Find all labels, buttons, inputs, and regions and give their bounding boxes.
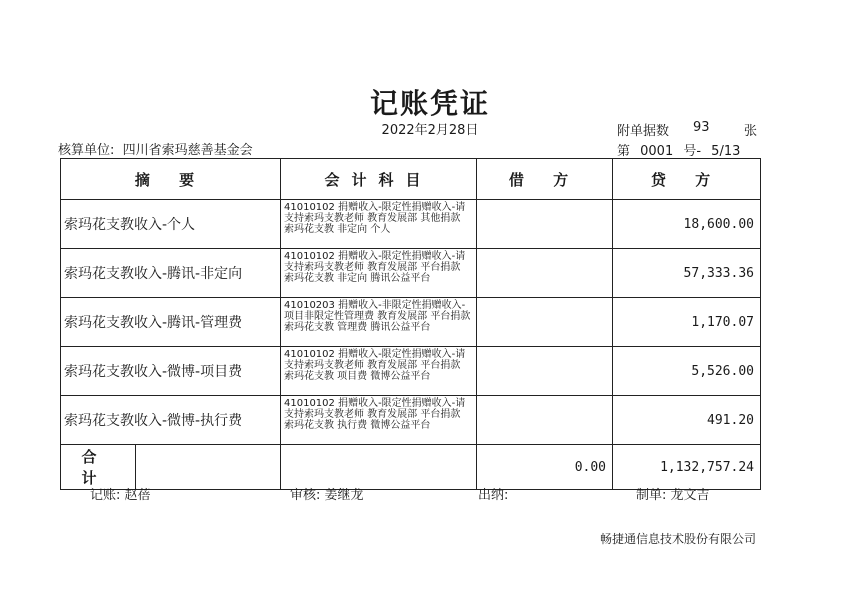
total-label: 合 计 — [61, 445, 136, 489]
accounting-unit — [58, 139, 253, 158]
row-account: 41010102 捐赠收入-限定性捐赠收入-请支持索玛支教老师 教育发展部 平台捐款 索玛花支教 项目费 微博公益平台 — [281, 347, 477, 396]
unit-name: 四川省索玛慈善基金会 — [122, 143, 253, 158]
row-debit — [477, 200, 613, 249]
row-summary: 索玛花支教收入-个人 — [61, 200, 281, 249]
software-company: 畅捷通信息技术股份有限公司 — [600, 532, 757, 546]
row-credit: 5,526.00 — [613, 347, 761, 396]
row-credit: 491.20 — [613, 396, 761, 445]
row-summary: 索玛花支教收入-腾讯-非定向 — [61, 249, 281, 298]
table-row — [61, 347, 761, 396]
row-debit — [477, 347, 613, 396]
voucher-date: 2022年2月28日 — [381, 123, 479, 138]
row-debit — [477, 298, 613, 347]
voucher-number: 第 0001 号- 5/13 — [617, 144, 741, 159]
signature-bookkeeper: 记账: 赵蓓 — [90, 488, 151, 503]
row-summary: 索玛花支教收入-微博-执行费 — [61, 396, 281, 445]
row-credit: 1,170.07 — [613, 298, 761, 347]
column-header-debit: 借 方 — [477, 159, 613, 200]
voucher-title: 记账凭证 — [369, 87, 490, 120]
column-header-account: 会计科目 — [281, 159, 477, 200]
row-debit — [477, 396, 613, 445]
total-row — [61, 445, 761, 490]
total-credit: 1,132,757.24 — [613, 445, 761, 490]
row-summary: 索玛花支教收入-微博-项目费 — [61, 347, 281, 396]
column-header-credit: 贷 方 — [613, 159, 761, 200]
table-row — [61, 396, 761, 445]
attachments-count: 93 — [693, 120, 710, 135]
attachments-label: 附单据数 — [617, 124, 670, 139]
row-credit: 57,333.36 — [613, 249, 761, 298]
row-credit: 18,600.00 — [613, 200, 761, 249]
signature-reviewer: 审核: 姜继龙 — [290, 488, 364, 503]
row-account: 41010102 捐赠收入-限定性捐赠收入-请支持索玛支教老师 教育发展部 其他捐款 索玛花支教 非定向 个人 — [281, 200, 477, 249]
table-row — [61, 200, 761, 249]
row-account: 41010102 捐赠收入-限定性捐赠收入-请支持索玛支教老师 教育发展部 平台捐款 索玛花支教 非定向 腾讯公益平台 — [281, 249, 477, 298]
total-label-cell — [61, 445, 281, 490]
row-summary: 索玛花支教收入-腾讯-管理费 — [61, 298, 281, 347]
attachments-unit: 张 — [744, 124, 758, 139]
table-row — [61, 298, 761, 347]
table-row — [61, 249, 761, 298]
row-account: 41010203 捐赠收入-非限定性捐赠收入-项目非限定性管理费 教育发展部 平台捐款 索玛花支教 管理费 腾讯公益平台 — [281, 298, 477, 347]
signature-preparer: 制单: 龙文吉 — [636, 488, 710, 503]
total-debit: 0.00 — [477, 445, 613, 490]
column-header-summary: 摘 要 — [61, 159, 281, 200]
row-debit — [477, 249, 613, 298]
total-account-cell — [281, 445, 477, 490]
voucher-table — [60, 158, 761, 490]
signature-cashier: 出纳: — [478, 488, 509, 503]
unit-label: 核算单位: — [58, 143, 115, 158]
table-header-row — [61, 159, 761, 200]
row-account: 41010102 捐赠收入-限定性捐赠收入-请支持索玛支教老师 教育发展部 平台捐款 索玛花支教 执行费 微博公益平台 — [281, 396, 477, 445]
